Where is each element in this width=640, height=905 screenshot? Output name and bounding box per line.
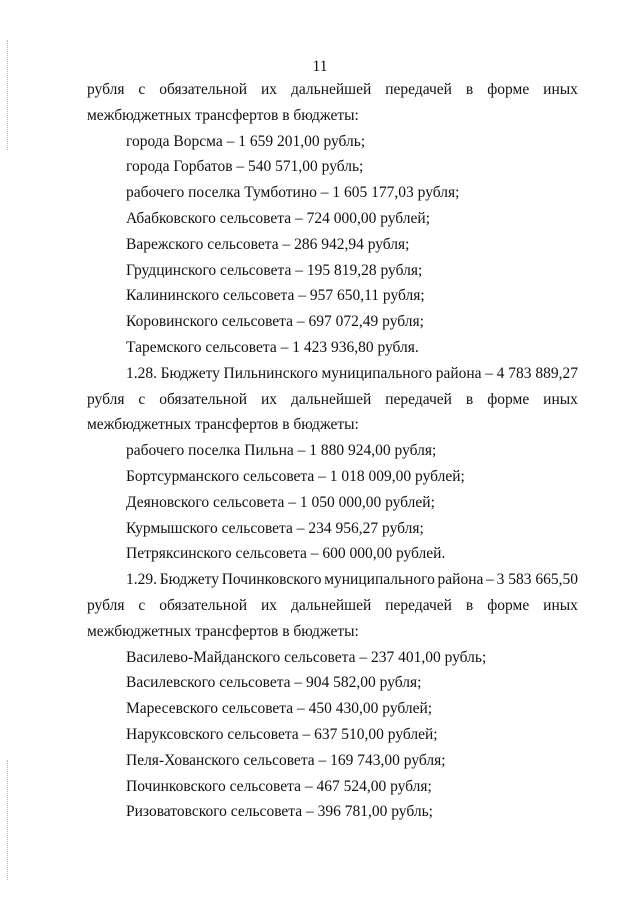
word: их: [261, 597, 278, 614]
transfer-list-item: Василевского сельсовета – 904 582,00 рубля;: [126, 674, 422, 692]
text-line-justified: [87, 390, 578, 410]
word: передачей: [385, 597, 452, 614]
text-line: межбюджетных трансфертов в бюджеты:: [87, 106, 359, 124]
transfer-list-item: Пеля-Хованского сельсовета – 169 743,00 рубля;: [126, 751, 446, 769]
transfer-list-item: Петряксинского сельсовета – 600 000,00 рублей.: [126, 545, 446, 563]
word: –: [485, 364, 493, 382]
scan-margin-dots: [7, 40, 9, 150]
word: их: [261, 81, 278, 98]
word: рубля: [87, 81, 125, 98]
word: дальнейшей: [291, 81, 372, 98]
word: передачей: [385, 81, 452, 98]
word: иных: [543, 597, 578, 614]
word: рубля: [87, 597, 125, 614]
transfer-list-item: Починковского сельсовета – 467 524,00 рубля;: [126, 777, 432, 795]
transfer-list-item: Варежского сельсовета – 286 942,94 рубля;: [126, 235, 410, 253]
word: рубля: [87, 390, 125, 408]
word: Починковского: [221, 571, 322, 589]
word: передачей: [385, 390, 452, 408]
section-heading-line: [126, 570, 578, 590]
word: муниципального: [324, 571, 435, 589]
word: их: [261, 390, 278, 408]
word: форме: [487, 390, 530, 408]
transfer-list-item: Маресевского сельсовета – 450 430,00 рублей;: [126, 700, 433, 718]
text-line-justified: [87, 596, 578, 616]
word: –: [486, 571, 494, 589]
word: обязательной: [159, 81, 248, 98]
word: обязательной: [159, 597, 248, 614]
transfer-list-item: Курмышского сельсовета – 234 956,27 рубля;: [126, 519, 424, 537]
page-number: 11: [312, 58, 328, 75]
text-line: межбюджетных трансфертов в бюджеты:: [87, 622, 359, 640]
transfer-list-item: Наруксовского сельсовета – 637 510,00 рублей;: [126, 726, 438, 743]
word: муниципального: [321, 364, 433, 382]
word: иных: [543, 390, 578, 408]
transfer-list-item: Ризоватовского сельсовета – 396 781,00 рубль;: [126, 803, 433, 821]
word: в: [465, 597, 474, 614]
word: в: [465, 81, 474, 98]
transfer-list-item: Грудцинского сельсовета – 195 819,28 рубля;: [126, 261, 423, 279]
word: форме: [487, 81, 530, 98]
word: дальнейшей: [291, 390, 372, 408]
section-heading-line: [126, 364, 578, 384]
word: 4 783 889,27: [496, 364, 578, 382]
transfer-list-item: Абабковского сельсовета – 724 000,00 рублей;: [126, 210, 431, 227]
word: обязательной: [159, 390, 248, 408]
transfer-list-item: рабочего поселка Пильна – 1 880 924,00 рубля;: [126, 442, 437, 460]
transfer-list-item: Василево-Майданского сельсовета – 237 401,00 рубль;: [126, 648, 487, 666]
scan-margin-dots: [7, 760, 9, 880]
word: 3 583 665,50: [496, 571, 578, 589]
word: с: [138, 390, 146, 408]
word: Пильнинского: [223, 364, 318, 382]
transfer-list-item: Коровинского сельсовета – 697 072,49 рубля;: [126, 313, 424, 331]
transfer-list-item: города Горбатов – 540 571,00 рубль;: [126, 158, 364, 176]
word: иных: [543, 81, 578, 98]
word: в: [465, 390, 474, 408]
transfer-list-item: Деяновского сельсовета – 1 050 000,00 рублей;: [126, 493, 435, 511]
word: Бюджету: [159, 571, 220, 589]
word: с: [138, 81, 146, 98]
word: с: [138, 597, 146, 614]
word: района: [435, 364, 482, 382]
transfer-list-item: Таремского сельсовета – 1 423 936,80 рубля.: [126, 339, 419, 356]
transfer-list-item: рабочего поселка Тумботино – 1 605 177,03 рубля;: [126, 184, 460, 202]
word: 1.28.: [126, 364, 157, 382]
word: Бюджету: [160, 364, 220, 382]
word: дальнейшей: [291, 597, 372, 614]
transfer-list-item: Бортсурманского сельсовета – 1 018 009,00 рублей;: [126, 468, 465, 485]
word: района: [437, 571, 484, 589]
word: форме: [487, 597, 530, 614]
transfer-list-item: Калининского сельсовета – 957 650,11 рубля;: [126, 287, 425, 305]
text-line: межбюджетных трансфертов в бюджеты:: [87, 416, 359, 434]
transfer-list-item: города Ворсма – 1 659 201,00 рубль;: [126, 132, 366, 150]
word: 1.29.: [126, 571, 157, 589]
text-line-justified: [87, 80, 578, 100]
